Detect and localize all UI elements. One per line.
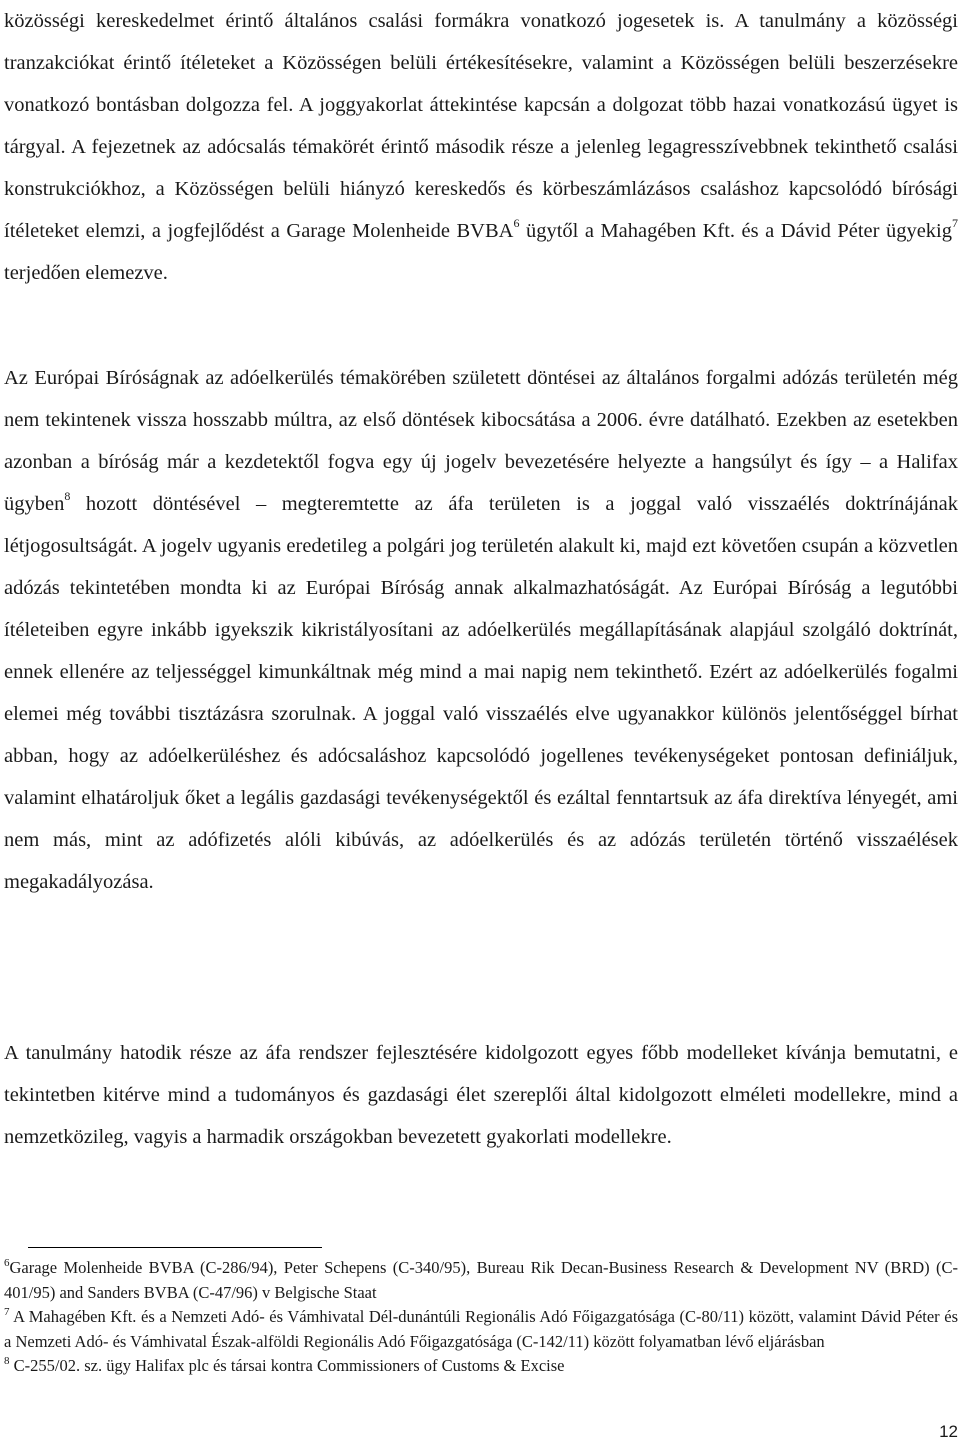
footnote-text: Garage Molenheide BVBA (C-286/94), Peter Schepens (C-340/95), Bureau Rik Decan-Business Research & Development NV (BRD) (C-401/95) and Sanders BVBA (C-47/96) v Belgische Staat — [4, 1258, 958, 1302]
paragraph-2-text: Az Európai Bíróságnak az adóelkerülés témakörében született döntései az általános forgalmi adózás területén még nem tekintenek vissza hosszabb múltra, az első döntések kibocsátása a 2006. évre datálható. Ezekben az esetekben azonban a bíróság már a kezdetektől fogva egy új jogelv bevezetésére helyezte a hangsúlyt és így – a Halifax ügyben — [4, 367, 958, 515]
paragraph-1-text-end: terjedően elemezve. — [4, 262, 168, 284]
footnote-ref-8[interactable]: 8 — [64, 489, 71, 504]
paragraph-1-text: közösségi kereskedelmet érintő általános csalási formákra vonatkozó jogesetek is. A tanulmány a közösségi tranzakciókat érintő ítéleteket a Közösségen belüli értékesítésekre, valamint a Közösségen belüli beszerzésekre vonatkozó bontásban dolgozza fel. A joggyakorlat áttekintése kapcsán a dolgozat több hazai vonatkozású ügyet is tárgyal. A fejezetnek az adócsalás témakörét érintő második része a jelenleg legagresszívebbnek tekinthető csalási konstrukciókhoz, a Közösségen belüli hiányzó kereskedős és körbeszámlázásos csaláshoz kapcsolódó bírósági ítéleteket elemzi, a jogfejlődést a Garage Molenheide BVBA — [4, 10, 958, 242]
footnote-number: 8 — [4, 1354, 10, 1367]
paragraph-2-text-continued: hozott döntésével – megteremtette az áfa területen is a joggal való visszaélés doktrínájának létjogosultságát. A jogelv ugyanis eredetileg a polgári jog területén alakult ki, majd ezt követően csupán a közvetlen adózás tekintetében mondta ki az Európai Bíróság annak alkalmazhatóságát. Az Európai Bíróság a legutóbbi ítéleteiben egyre inkább igyekszik kikristályosítani az adóelkerülés megállapításának alapjául szolgáló doktrínát, ennek ellenére az teljességgel kimunkáltnak még mind a mai napig nem tekinthető. Ezért az adóelkerülés fogalmi elemei még további tisztázásra szorulnak. A joggal való visszaélés elve ugyanakkor különös jelentőséggel bírhat abban, hogy az adóelkerüléshez és adócsaláshoz kapcsolódó jogellenes tevékenységeket pontosan definiáljuk, valamint elhatároljuk őket a legális gazdasági tevékenységektől és ezáltal fenntartsuk az áfa direktíva lényegét, ami nem más, mint az adófizetés alóli kibúvás, az adóelkerülés és az adózás területén történő visszaélések megakadályozása. — [4, 493, 958, 893]
footnote-text: C-255/02. sz. ügy Halifax plc és társai kontra Commissioners of Customs & Excise — [9, 1356, 565, 1375]
paragraph-legal-cases — [4, 0, 958, 294]
document-page — [4, 0, 958, 1448]
footnote-ref-7[interactable]: 7 — [952, 216, 958, 231]
footnote-7 — [4, 1305, 958, 1354]
footnote-number: 7 — [4, 1305, 10, 1318]
footnote-number: 6 — [4, 1256, 10, 1269]
footnotes — [4, 1256, 958, 1379]
footnote-ref-6[interactable]: 6 — [513, 216, 520, 231]
footnote-text: A Mahagében Kft. és a Nemzeti Adó- és Vámhivatal Dél-dunántúli Regionális Adó Főigazgatósága (C-80/11) között, valamint Dávid Péter és a Nemzeti Adó- és Vámhivatal Észak-alföldi Regionális Adó Főigazgatósága (C-142/11) között folyamatban lévő eljárásban — [4, 1307, 958, 1351]
paragraph-1-text-continued: ügytől a Mahagében Kft. és a Dávid Péter ügyekig — [519, 220, 952, 242]
page-number: 12 — [939, 1422, 958, 1441]
paragraph-tax-avoidance — [4, 357, 958, 903]
paragraph-vat-models: A tanulmány hatodik része az áfa rendszer fejlesztésére kidolgozott egyes főbb modelleket kívánja bemutatni, e tekintetben kitérve mind a tudományos és gazdasági élet szereplői által kidolgozott elméleti modellekre, mind a nemzetközileg, vagyis a harmadik országokban bevezetett gyakorlati modellekre. — [4, 1042, 958, 1148]
footnote-8 — [4, 1354, 958, 1379]
footnote-6 — [4, 1256, 958, 1305]
footnote-separator — [28, 1247, 322, 1248]
